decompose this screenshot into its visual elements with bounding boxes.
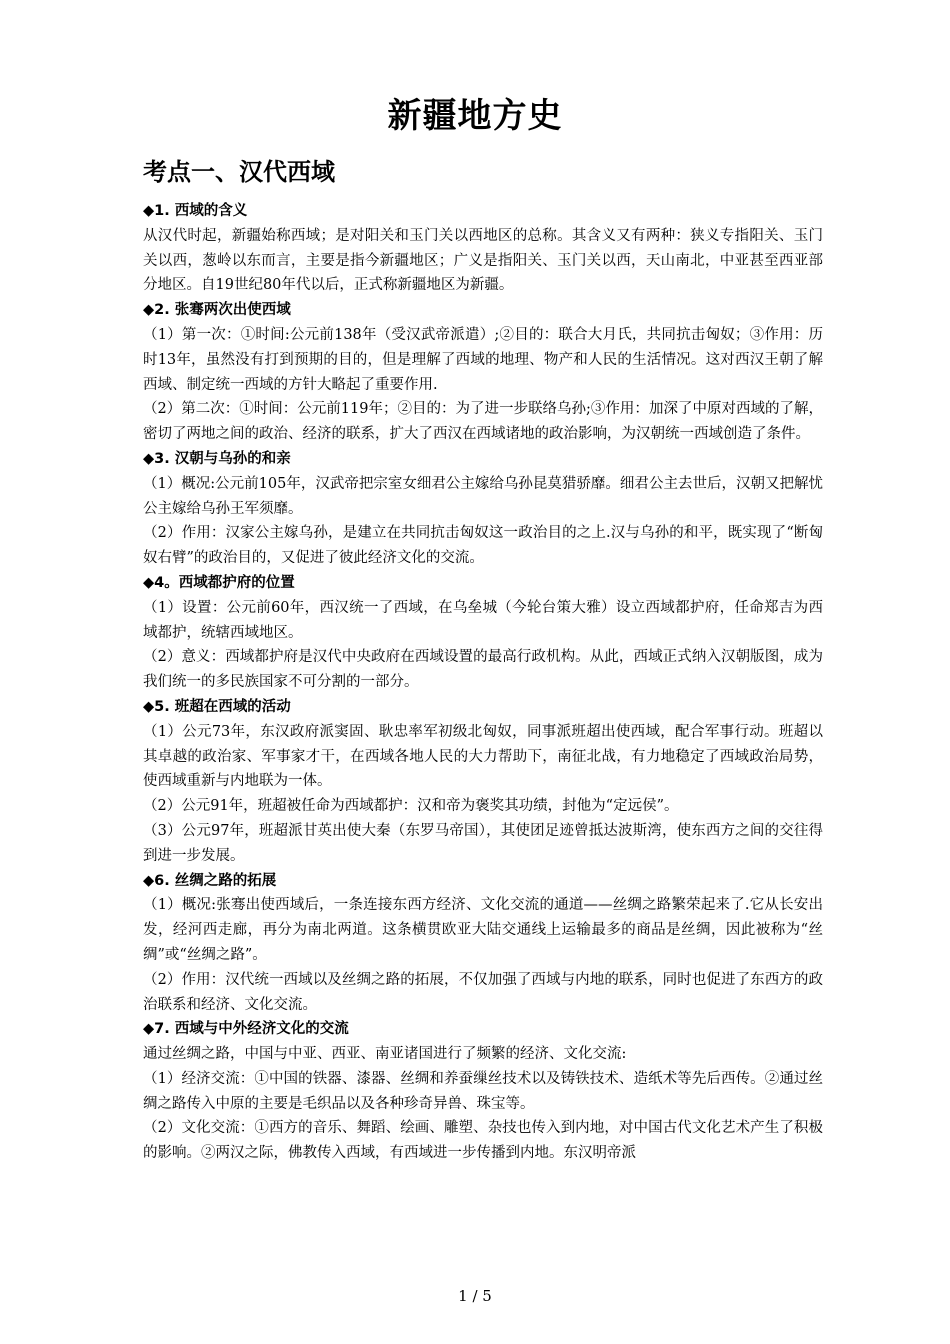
paragraph: （1）设置：公元前60年，西汉统一了西域，在乌垒城（今轮台策大雅）设立西域都护府，任命郑吉为西域都护，统辖西域地区。 bbox=[143, 599, 823, 641]
section-heading: 考点一、汉代西域 bbox=[143, 158, 335, 186]
document-title: 新疆地方史 bbox=[387, 96, 563, 136]
paragraph: （2）文化交流：①西方的音乐、舞蹈、绘画、雕塑、杂技也传入到内地，对中国古代文化艺术产生了积极的影响。②两汉之际，佛教传入西域，有西域进一步传播到内地。东汉明帝派 bbox=[143, 1120, 823, 1162]
paragraph: （1）经济交流：①中国的铁器、漆器、丝绸和养蚕缫丝技术以及铸铁技术、造纸术等先后西传。②通过丝绸之路传入中原的主要是毛织品以及各种珍奇异兽、珠宝等。 bbox=[143, 1070, 823, 1112]
topic-title: ◆2. 张骞两次出使西域 bbox=[143, 302, 291, 319]
paragraph: （2）公元91年，班超被任命为西域都护：汉和帝为褒奖其功绩，封他为“定远侯”。 bbox=[143, 798, 679, 815]
topic-title: ◆5. 班超在西域的活动 bbox=[143, 698, 291, 715]
page-number: 1 / 5 bbox=[458, 1287, 492, 1305]
paragraph: （2）意义：西域都护府是汉代中央政府在西域设置的最高行政机构。从此，西域正式纳入汉朝版图，成为我们统一的多民族国家不可分割的一部分。 bbox=[143, 649, 823, 691]
paragraph: （1）第一次：①时间:公元前138年（受汉武帝派遣）;②目的：联合大月氏，共同抗击匈奴；③作用：历时13年，虽然没有打到预期的目的，但是理解了西域的地理、物产和人民的生活情况。这对西汉王朝了解西域、制定统一西域的方针大略起了重要作用. bbox=[143, 326, 823, 393]
topic-title: ◆3. 汉朝与乌孙的和亲 bbox=[143, 450, 291, 467]
paragraph: （2）作用：汉家公主嫁乌孙，是建立在共同抗击匈奴这一政治目的之上.汉与乌孙的和平，既实现了“断匈奴右臂”的政治目的，又促进了彼此经济文化的交流。 bbox=[143, 525, 823, 567]
paragraph: 从汉代时起，新疆始称西域；是对阳关和玉门关以西地区的总称。其含义又有两种：狭义专指阳关、玉门关以西，葱岭以东而言，主要是指今新疆地区；广义是指阳关、玉门关以西，天山南北，中亚甚至西亚部分地区。自19世纪80年代以后，正式称新疆地区为新疆。 bbox=[143, 227, 823, 294]
topic-title: ◆6. 丝绸之路的拓展 bbox=[143, 872, 277, 889]
paragraph: （1）公元73年，东汉政府派窦固、耿忠率军初级北匈奴，同事派班超出使西域，配合军事行动。班超以其卓越的政治家、军事家才干，在西域各地人民的大力帮助下，南征北战，有力地稳定了西域政治局势，使西域重新与内地联为一体。 bbox=[143, 723, 823, 790]
paragraph: （2）作用：汉代统一西域以及丝绸之路的拓展，不仅加强了西域与内地的联系，同时也促进了东西方的政治联系和经济、文化交流。 bbox=[143, 971, 823, 1013]
paragraph: 通过丝绸之路，中国与中亚、西亚、南亚诸国进行了频繁的经济、文化交流: bbox=[143, 1046, 627, 1063]
document-body bbox=[143, 199, 823, 1166]
paragraph: （2）第二次：①时间：公元前119年；②目的：为了进一步联络乌孙;③作用：加深了中原对西域的了解，密切了两地之间的政治、经济的联系，扩大了西汉在西域诸地的政治影响，为汉朝统一西域创造了条件。 bbox=[143, 401, 823, 443]
topic-title: ◆7. 西域与中外经济文化的交流 bbox=[143, 1021, 349, 1038]
topic-title: ◆4。西域都护府的位置 bbox=[143, 574, 295, 591]
paragraph: （3）公元97年，班超派甘英出使大秦（东罗马帝国），其使团足迹曾抵达波斯湾，使东西方之间的交往得到进一步发展。 bbox=[143, 822, 824, 864]
topic-title: ◆1. 西域的含义 bbox=[143, 203, 248, 219]
paragraph: （1）概况:公元前105年，汉武帝把宗室女细君公主嫁给乌孙昆莫猎骄靡。细君公主去世后，汉朝又把解忧公主嫁给乌孙王军须靡。 bbox=[143, 475, 823, 517]
paragraph: （1）概况:张骞出使西域后，一条连接东西方经济、文化交流的通道——丝绸之路繁荣起来了.它从长安出发，经河西走廊，再分为南北两道。这条横贯欧亚大陆交通线上运输最多的商品是丝绸，因此被称为“丝绸”或“丝绸之路”。 bbox=[143, 897, 823, 963]
